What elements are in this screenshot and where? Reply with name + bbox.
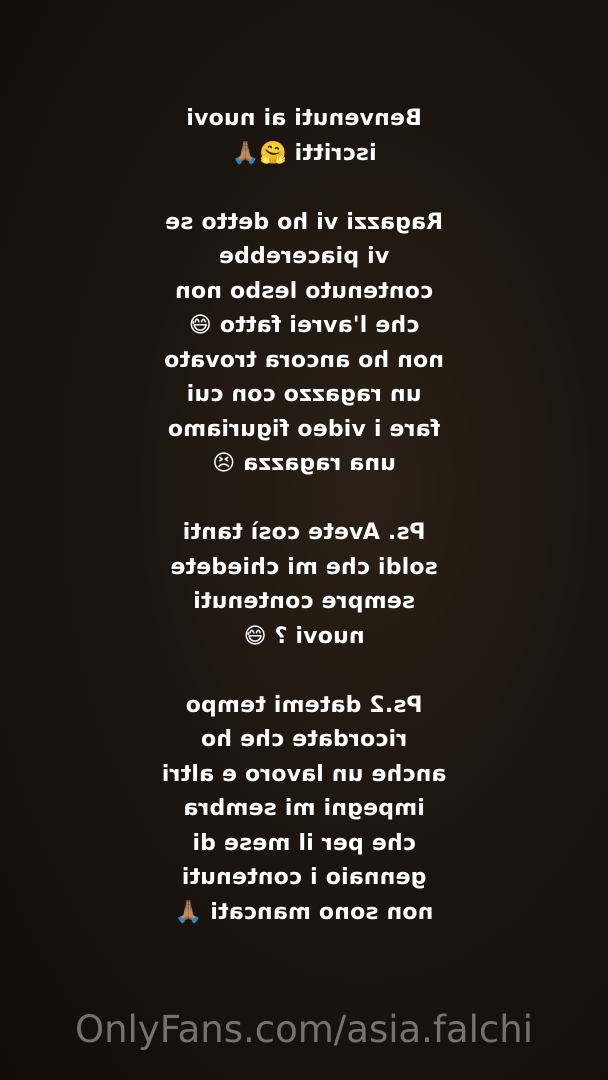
paragraph-ps1 <box>0 516 608 654</box>
story-line: Ps.2 datemi tempo <box>185 692 423 718</box>
story-line: Ragazzi vi ho detto se <box>164 209 444 235</box>
story-line: Ps. Avete così tanti <box>182 520 426 545</box>
story-line: non ho ancora trovato <box>163 347 445 373</box>
story-line: una ragazza 😣 <box>212 451 396 476</box>
story-line: iscritti 🤗🙏🏽 <box>231 140 377 166</box>
story-line: impegni mi sembra <box>183 796 425 821</box>
paragraph-ps2 <box>0 689 608 931</box>
paragraph-message <box>0 206 608 482</box>
story-line: nuovi ? 😅 <box>243 623 365 649</box>
story-line: non sono mancati 🙏🏽 <box>174 899 434 925</box>
watermark-text: OnlyFans.com/asia.falchi <box>74 1008 533 1051</box>
story-line: Benvenuti ai nuovi <box>186 106 422 131</box>
story-line: gennaio i contenuti <box>181 865 427 890</box>
story-line: soldi che mi chiedete <box>170 554 438 580</box>
story-line: anche un lavoro e altri <box>161 761 447 787</box>
story-text <box>0 102 608 965</box>
story-line: sempre contenuti <box>193 589 415 614</box>
paragraph-welcome <box>0 102 608 171</box>
story-line: che l'avrei fatto 😅 <box>188 313 420 338</box>
story-line: fare i video figuriamo <box>167 416 441 442</box>
story-line: ricordate che ho <box>200 727 408 752</box>
story-line: che per il mese di <box>192 830 416 856</box>
story-line: vi piacerebbe <box>218 244 390 269</box>
story-line: contenuto lesbo non <box>174 278 434 304</box>
story-line: un ragazzo con cui <box>186 382 422 407</box>
